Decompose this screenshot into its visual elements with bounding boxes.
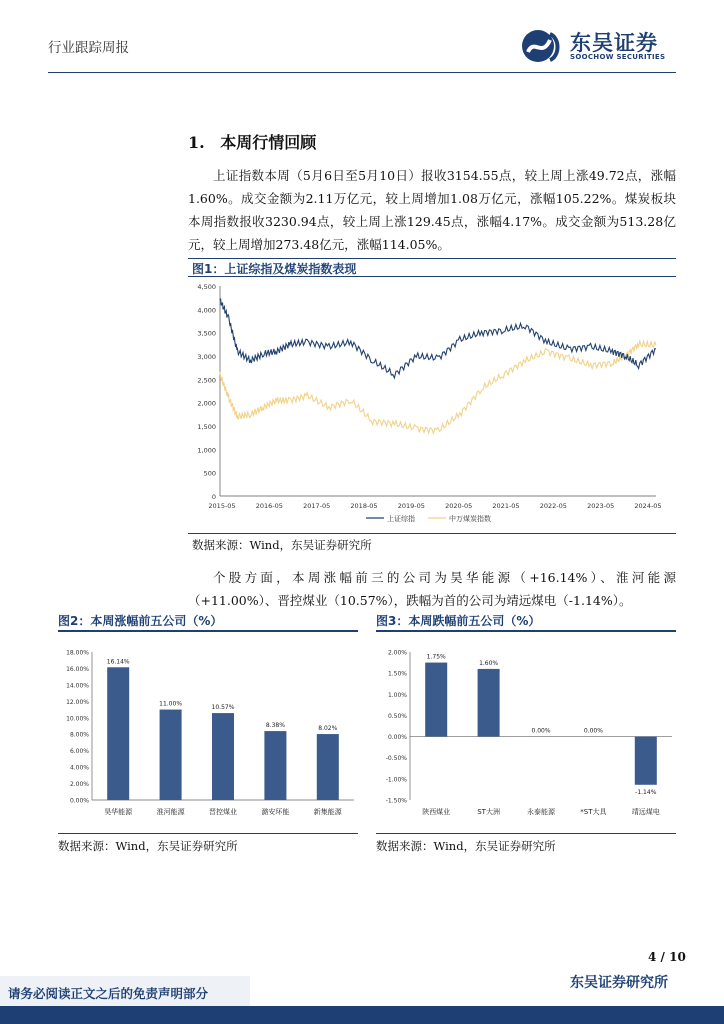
category-label: 潞安环能 xyxy=(261,808,290,816)
y-tick-label: 8.00% xyxy=(69,731,89,739)
series-line-coal xyxy=(220,341,656,433)
bar-value-label: 0.00% xyxy=(531,727,551,735)
bar-value-label: 1.60% xyxy=(479,659,499,667)
category-label: ST大洲 xyxy=(477,808,500,816)
section-number: 1. xyxy=(188,133,205,152)
y-tick-label: 0.00% xyxy=(69,797,89,805)
legend-label-shanghai: 上证综指 xyxy=(387,515,415,523)
figure2-title-rule xyxy=(58,630,358,632)
figure1-top-rule xyxy=(188,258,676,259)
y-tick-label: -0.50% xyxy=(385,755,407,763)
bar xyxy=(264,731,286,800)
footer-band xyxy=(0,1006,724,1024)
y-tick-label: 1,500 xyxy=(197,423,216,431)
y-tick-label: 1,000 xyxy=(197,446,216,455)
y-tick-label: 4,000 xyxy=(197,306,216,315)
section-title: 本周行情回顾 xyxy=(220,133,317,152)
bar xyxy=(425,663,447,737)
bar xyxy=(478,669,500,737)
index-line-chart xyxy=(188,280,676,530)
figure3-bottom-rule xyxy=(376,833,676,834)
series-line-shanghai xyxy=(220,299,656,378)
figure1-source: 数据来源：Wind，东吴证券研究所 xyxy=(192,538,372,552)
y-tick-label: 2.00% xyxy=(69,781,89,789)
y-tick-label: 0.50% xyxy=(387,712,407,720)
y-tick-label: 10.00% xyxy=(66,715,89,723)
bar xyxy=(212,713,234,800)
y-tick-label: 12.00% xyxy=(66,698,89,706)
y-tick-label: 2.00% xyxy=(387,649,407,657)
bar xyxy=(317,734,339,800)
brand-logo-icon xyxy=(520,28,564,64)
y-tick-label: -1.00% xyxy=(385,776,407,784)
category-label: 靖远煤电 xyxy=(631,808,660,816)
figure3-source: 数据来源：Wind，东吴证券研究所 xyxy=(376,839,556,853)
x-tick-label: 2015-05 xyxy=(208,502,236,510)
figure2-bottom-rule xyxy=(58,833,358,834)
bar-value-label: 16.14% xyxy=(106,658,130,666)
page-number: 4 / 10 xyxy=(648,950,686,964)
figure1-title-rule xyxy=(188,276,676,277)
category-label: 淮河能源 xyxy=(156,808,185,816)
y-tick-label: 1.50% xyxy=(387,670,407,678)
brand-name-en: SOOCHOW SECURITIES xyxy=(570,53,666,61)
y-tick-label: 16.00% xyxy=(66,665,89,673)
figure3-title-rule xyxy=(376,630,676,632)
section-heading xyxy=(188,130,316,153)
footer-org: 东吴证券研究所 xyxy=(570,975,668,991)
bar-value-label: 8.02% xyxy=(318,725,338,733)
y-tick-label: 0 xyxy=(211,493,216,501)
figure3-title: 图3：本周跌幅前五公司（%） xyxy=(376,614,541,628)
figure1-bottom-rule xyxy=(188,533,676,534)
y-tick-label: 1.00% xyxy=(387,691,407,699)
top-losers-bar-chart xyxy=(376,640,676,830)
header-divider xyxy=(48,72,676,73)
x-tick-label: 2017-05 xyxy=(303,502,331,510)
category-label: 晋控煤业 xyxy=(209,808,237,816)
y-tick-label: 14.00% xyxy=(66,682,89,690)
y-tick-label: 4.00% xyxy=(69,764,89,772)
x-tick-label: 2023-05 xyxy=(587,502,615,510)
y-tick-label: 4,500 xyxy=(197,283,216,291)
x-tick-label: 2020-05 xyxy=(445,502,473,510)
y-tick-label: 18.00% xyxy=(66,649,89,657)
bar-value-label: 8.38% xyxy=(265,722,285,730)
category-label: 新集能源 xyxy=(313,808,342,816)
y-tick-label: 0.00% xyxy=(387,734,407,742)
category-label: *ST大具 xyxy=(580,808,607,816)
y-tick-label: 2,500 xyxy=(197,376,216,385)
y-tick-label: 6.00% xyxy=(69,748,89,756)
paragraph-stocks: 个股方面，本周涨幅前三的公司为昊华能源（+16.14%）、淮河能源（+11.00%）、晋控煤业（10.57%），跌幅为首的公司为靖远煤电（-1.14%）。 xyxy=(188,570,676,608)
figure1-title: 图1：上证综指及煤炭指数表现 xyxy=(192,262,357,276)
legend-label-coal: 中万煤炭指数 xyxy=(449,515,491,523)
bar-value-label: -1.14% xyxy=(635,788,657,796)
bar-value-label: 10.57% xyxy=(211,704,235,712)
y-tick-label: 3,000 xyxy=(197,353,216,361)
category-label: 陕西煤业 xyxy=(422,808,451,816)
x-tick-label: 2016-05 xyxy=(255,502,283,510)
x-tick-label: 2019-05 xyxy=(397,502,425,510)
footer-disclaimer: 请务必阅读正文之后的免责声明部分 xyxy=(8,986,209,1001)
y-tick-label: 500 xyxy=(203,469,216,478)
bar-value-label: 0.00% xyxy=(583,727,603,735)
y-tick-label: 2,000 xyxy=(197,399,216,408)
bar-value-label: 1.75% xyxy=(426,653,446,661)
x-tick-label: 2022-05 xyxy=(539,502,567,510)
figure2-title: 图2：本周涨幅前五公司（%） xyxy=(58,614,223,628)
bar xyxy=(107,667,129,800)
top-gainers-bar-chart xyxy=(58,640,358,830)
brand-name: 东吴证券 xyxy=(570,31,658,55)
report-type: 行业跟踪周报 xyxy=(48,40,129,56)
x-tick-label: 2021-05 xyxy=(492,502,520,510)
bar-value-label: 11.00% xyxy=(159,700,183,708)
y-tick-label: 3,500 xyxy=(197,329,216,338)
bar xyxy=(635,737,657,785)
figure2-source: 数据来源：Wind，东吴证券研究所 xyxy=(58,839,238,853)
x-tick-label: 2024-05 xyxy=(634,502,662,510)
category-label: 永泰能源 xyxy=(527,808,555,816)
paragraph-market-review: 上证指数本周（5月6日至5月10日）报收3154.55点，较上周上涨49.72点，涨幅1.60%。成交金额为2.11万亿元，较上周增加1.08万亿元，涨幅105.22%。煤炭板块本周指数报收3230.94点，较上周上涨129.45点，涨幅4.17%。成交金额为513.28亿元，较上周增加273.48亿元，涨幅114.05%。 xyxy=(188,168,676,252)
category-label: 昊华能源 xyxy=(104,808,133,816)
bar xyxy=(160,710,182,800)
x-tick-label: 2018-05 xyxy=(350,502,378,510)
y-tick-label: -1.50% xyxy=(385,797,407,805)
